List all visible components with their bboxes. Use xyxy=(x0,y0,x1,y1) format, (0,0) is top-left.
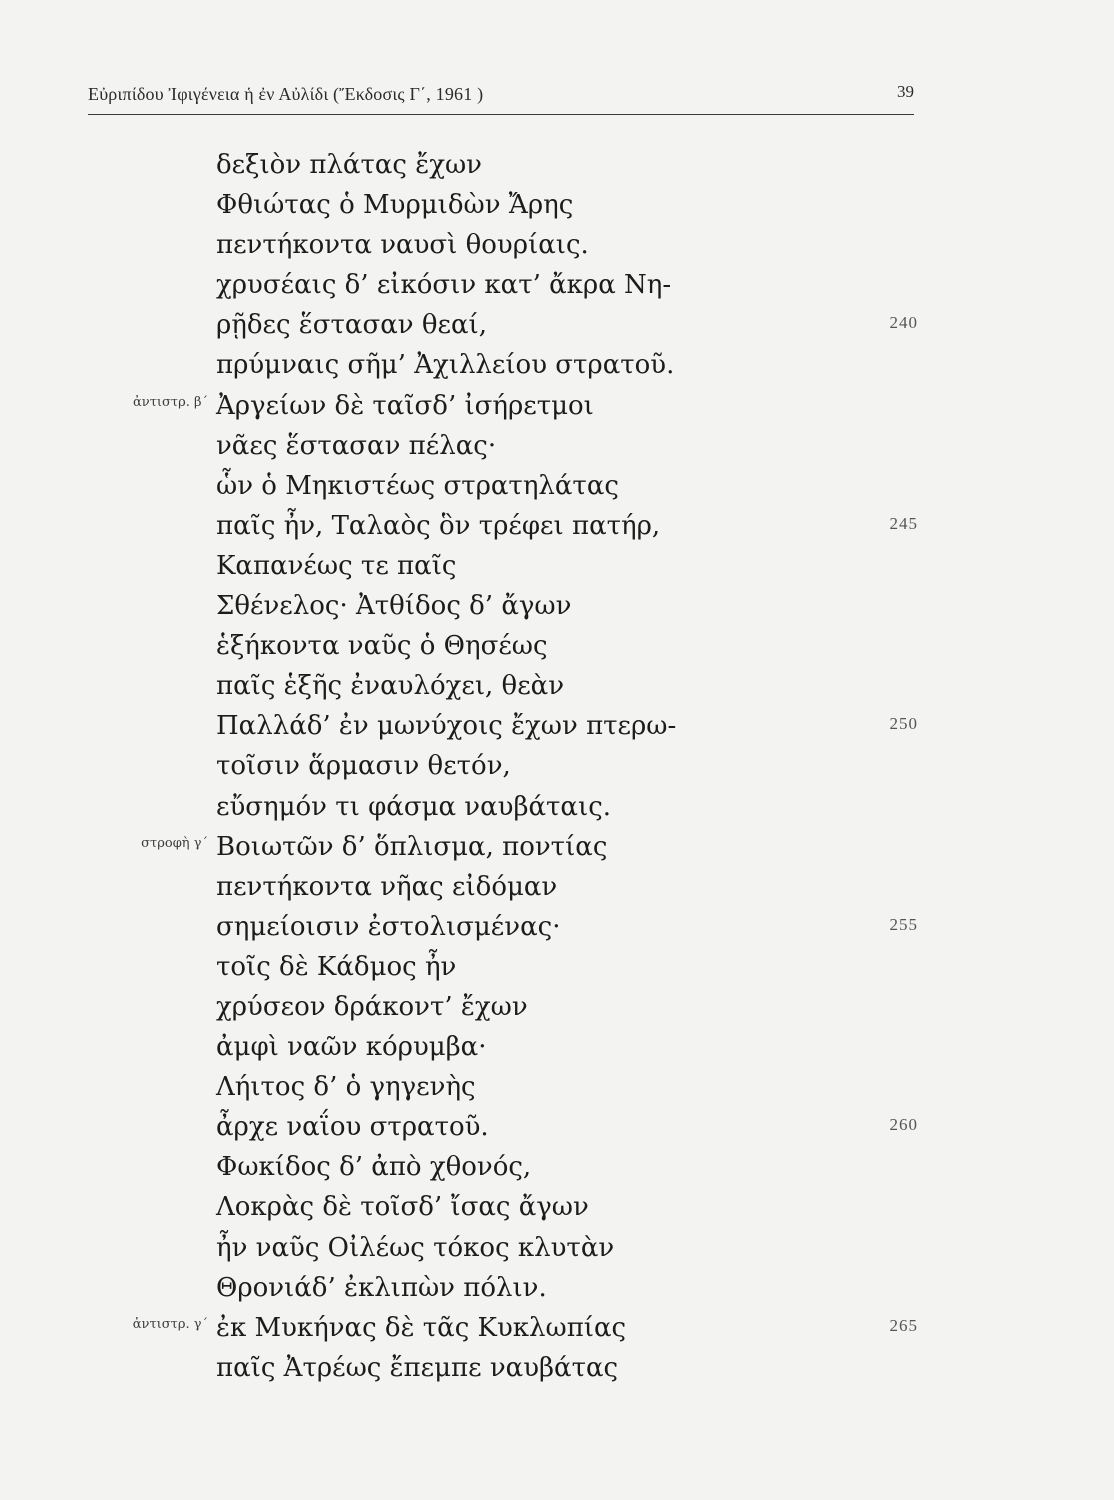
verse-line xyxy=(0,305,1114,345)
verse-text: ἑξήκοντα ναῦς ὁ Θησέως xyxy=(216,631,548,662)
line-number: 245 xyxy=(889,513,918,533)
verse-text: χρυσέαις δ’ εἰκόσιν κατ’ ἄκρα Νη- xyxy=(216,270,672,301)
verse-text: χρύσεον δράκοντ’ ἔχων xyxy=(216,991,528,1022)
verse-line xyxy=(0,1348,1114,1388)
strophe-label: στροφὴ γ΄ xyxy=(141,835,208,851)
verse-line xyxy=(0,1067,1114,1107)
verse-line xyxy=(0,1268,1114,1308)
verse-line xyxy=(0,1027,1114,1067)
verse-text: Φωκίδος δ’ ἀπὸ χθονός, xyxy=(216,1152,532,1183)
verse-line xyxy=(0,1107,1114,1147)
verse-block xyxy=(0,145,1114,1388)
verse-line xyxy=(0,1187,1114,1227)
verse-line xyxy=(0,345,1114,385)
verse-line xyxy=(0,987,1114,1027)
line-number: 265 xyxy=(889,1315,918,1335)
verse-text: τοῖσιν ἅρμασιν θετόν, xyxy=(216,751,511,782)
verse-text: πρύμναις σῆμ’ Ἀχιλλείου στρατοῦ. xyxy=(216,350,675,381)
verse-line xyxy=(0,265,1114,305)
verse-line xyxy=(0,546,1114,586)
verse-line xyxy=(0,787,1114,827)
verse-text: ἦν ναῦς Οἰλέως τόκος κλυτὰν xyxy=(216,1232,615,1263)
verse-text: πεντήκοντα ναυσὶ θουρίαις. xyxy=(216,230,589,261)
verse-text: παῖς Ἀτρέως ἔπεμπε ναυβάτας xyxy=(216,1352,619,1383)
verse-text: νᾶες ἕστασαν πέλας· xyxy=(216,430,497,461)
verse-line xyxy=(0,907,1114,947)
verse-text: ὧν ὁ Μηκιστέως στρατηλάτας xyxy=(216,470,619,501)
page-number: 39 xyxy=(897,82,914,101)
verse-line xyxy=(0,947,1114,987)
verse-text: Θρονιάδ’ ἐκλιπὼν πόλιν. xyxy=(216,1272,547,1303)
verse-text: πεντήκοντα νῆας εἰδόμαν xyxy=(216,871,558,902)
verse-text: Βοιωτῶν δ’ ὅπλισμα, ποντίας xyxy=(216,831,608,862)
verse-line xyxy=(0,185,1114,225)
verse-line xyxy=(0,225,1114,265)
running-title: Εὐριπίδου Ἰφιγένεια ἡ ἐν Αὐλίδι (Ἔκδοσις Γ΄, 1961 ) xyxy=(88,84,484,104)
running-header xyxy=(88,80,914,114)
verse-text: ἐκ Μυκήνας δὲ τᾶς Κυκλωπίας xyxy=(216,1312,627,1343)
line-number: 260 xyxy=(889,1115,918,1135)
verse-text: Καπανέως τε παῖς xyxy=(216,550,457,581)
verse-text: παῖς ἦν, Ταλαὸς ὃν τρέφει πατήρ, xyxy=(216,510,661,541)
verse-text: εὔσημόν τι φάσμα ναυβάταις. xyxy=(216,791,612,822)
verse-text: Φθιώτας ὁ Μυρμιδὼν Ἄρης xyxy=(216,190,574,221)
verse-line xyxy=(0,706,1114,746)
verse-text: Παλλάδ’ ἐν μωνύχοις ἔχων πτερω- xyxy=(216,711,677,742)
verse-text: παῖς ἑξῆς ἐναυλόχει, θεὰν xyxy=(216,671,565,702)
verse-line xyxy=(0,466,1114,506)
verse-text: Λήιτος δ’ ὁ γηγενὴς xyxy=(216,1072,476,1103)
line-number: 240 xyxy=(889,313,918,333)
verse-line xyxy=(0,867,1114,907)
verse-line xyxy=(0,426,1114,466)
strophe-label: ἀντιστρ. γ΄ xyxy=(132,1316,208,1332)
header-rule xyxy=(88,114,914,115)
verse-text: Ἀργείων δὲ ταῖσδ’ ἰσήρετμοι xyxy=(216,390,594,421)
verse-line xyxy=(0,586,1114,626)
verse-line xyxy=(0,506,1114,546)
verse-line xyxy=(0,827,1114,867)
verse-text: Σθένελος· Ἀτθίδος δ’ ἄγων xyxy=(216,591,572,622)
verse-text: ρῇδες ἕστασαν θεαί, xyxy=(216,310,487,341)
verse-line xyxy=(0,666,1114,706)
verse-line xyxy=(0,626,1114,666)
verse-text: Λοκρὰς δὲ τοῖσδ’ ἴσας ἄγων xyxy=(216,1192,589,1223)
verse-line xyxy=(0,1228,1114,1268)
verse-text: τοῖς δὲ Κάδμος ἦν xyxy=(216,951,457,982)
verse-line xyxy=(0,1147,1114,1187)
verse-line xyxy=(0,386,1114,426)
verse-line xyxy=(0,145,1114,185)
verse-line xyxy=(0,1308,1114,1348)
verse-text: σημείοισιν ἐστολισμένας· xyxy=(216,911,561,942)
verse-text: δεξιὸν πλάτας ἔχων xyxy=(216,150,482,180)
strophe-label: ἀντιστρ. β΄ xyxy=(133,394,208,410)
verse-line xyxy=(0,746,1114,786)
verse-text: ἀμφὶ ναῶν κόρυμβα· xyxy=(216,1032,487,1063)
line-number: 255 xyxy=(889,914,918,934)
verse-text: ἆρχε ναΐου στρατοῦ. xyxy=(216,1112,489,1143)
line-number: 250 xyxy=(889,714,918,734)
